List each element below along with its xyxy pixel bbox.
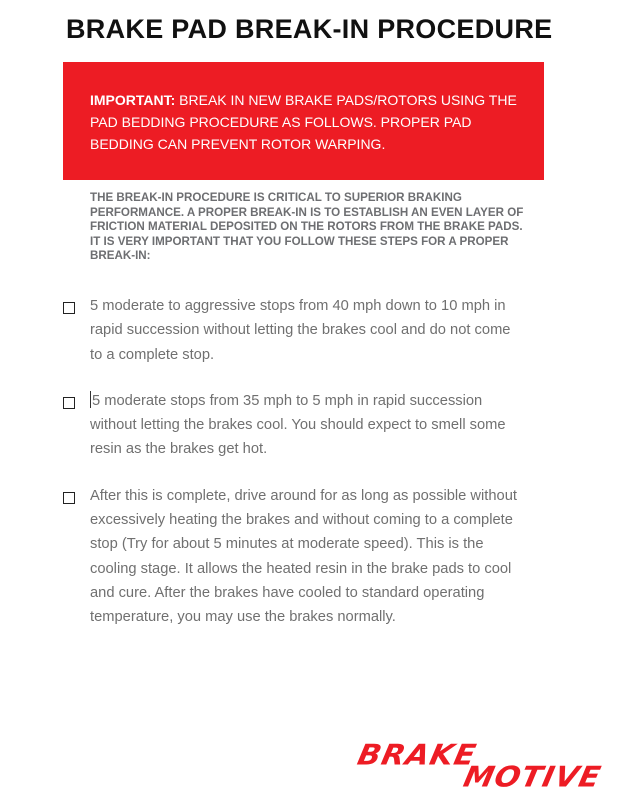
checklist-item [63,389,533,462]
checklist-item [63,294,533,367]
step-text: 5 moderate stops from 35 mph to 5 mph in rapid succession without letting the brakes cool. You should expect to smell some resin as the brakes get hot. [90,392,506,458]
step-text: 5 moderate to aggressive stops from 40 mph down to 10 mph in rapid succession without letting the brakes cool and do not come to a complete stop. [90,298,511,363]
notice-text: BREAK IN NEW BRAKE PADS/ROTORS USING THE PAD BEDDING PROCEDURE AS FOLLOWS. PROPER PAD BEDDING CAN PREVENT ROTOR WARPING. [90,92,517,152]
step-checkbox[interactable] [63,302,75,314]
intro-paragraph: THE BREAK-IN PROCEDURE IS CRITICAL TO SUPERIOR BRAKING PERFORMANCE. A PROPER BREAK-IN IS TO ESTABLISH AN EVEN LAYER OF FRICTION MATERIAL DEPOSITED ON THE ROTORS FROM THE BRAKE PADS. IT IS VERY IMPORTANT THAT YOU FOLLOW THESE STEPS FOR A PROPER BREAK-IN: [90,191,524,262]
step-checkbox[interactable] [63,397,75,409]
logo-line-2: MOTIVE [460,760,605,795]
logo-line-1: BRAKE [354,738,480,773]
checklist-item [63,484,533,630]
step-text-editable[interactable] [90,389,520,462]
text-cursor [90,391,91,408]
brakemotive-logo [354,738,608,798]
steps-checklist [63,294,533,652]
step-text: After this is complete, drive around for as long as possible without excessively heating the brakes and without coming to a complete stop (Try for about 5 minutes at moderate speed). This is the cooling stage. It allows the heated resin in the brake pads to cool and cure. After the brakes have cooled to standard operating temperature, you may use the brakes normally. [90,487,517,626]
step-checkbox[interactable] [63,492,75,504]
important-notice [63,62,544,180]
notice-label: IMPORTANT: [90,92,176,108]
page-title: BRAKE PAD BREAK-IN PROCEDURE [66,14,553,44]
